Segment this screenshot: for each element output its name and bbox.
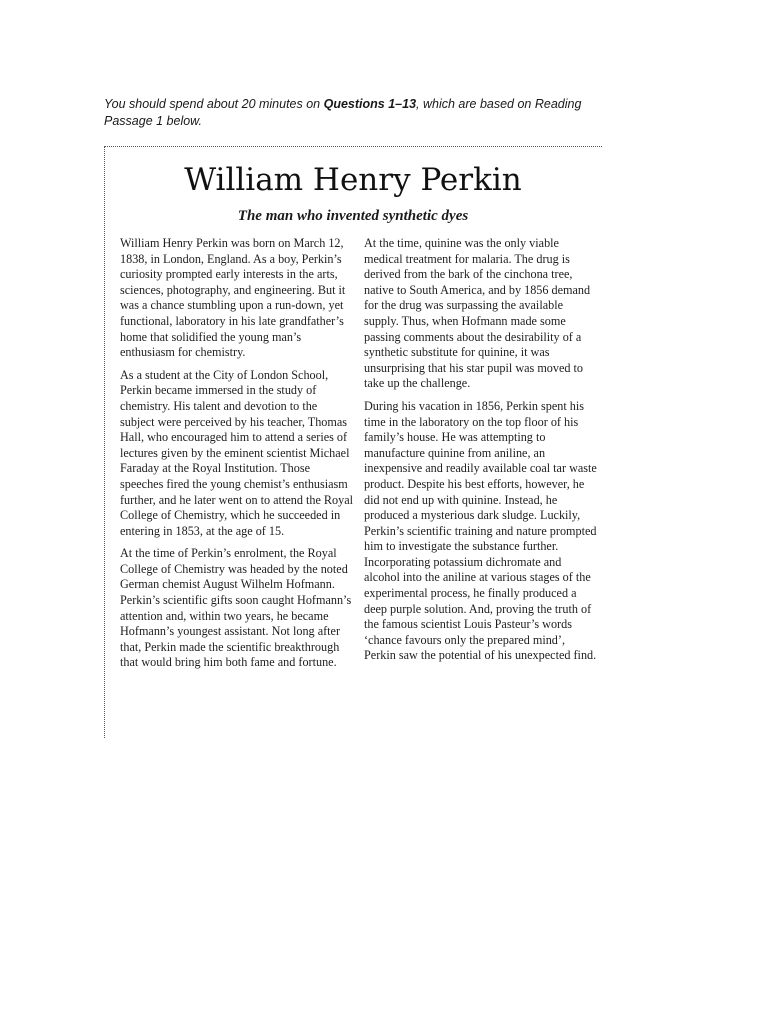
article-subtitle: The man who invented synthetic dyes [237, 208, 469, 224]
article-title: William Henry Perkin [184, 162, 522, 198]
instruction-suffix: , which are based on Reading Passage 1 below. [104, 97, 582, 128]
dotted-border-top [104, 146, 602, 147]
exam-instruction [104, 96, 624, 130]
article-column-left [120, 236, 354, 678]
dotted-border-left [104, 146, 105, 738]
paragraph: At the time, quinine was the only viable medical treatment for malaria. The drug is derived from the bark of the cinchona tree, native to South America, and by 1856 demand for the drug was surpassing the available supply. Thus, when Hofmann made some passing comments about the desirability of a synthetic substitute for quinine, it was unsurprising that his star pupil was moved to take up the challenge. [364, 236, 591, 391]
instruction-prefix: You should spend about 20 minutes on [104, 97, 324, 111]
article-column-right [364, 236, 598, 671]
paragraph: At the time of Perkin’s enrolment, the Royal College of Chemistry was headed by the noted German chemist August Wilhelm Hofmann. Perkin’s scientific gifts soon caught Hofmann’s attention and, within two years, he became Hofmann’s youngest assistant. Not long after that, Perkin made the scientific breakthrough that would bring him both fame and fortune. [120, 546, 352, 670]
paragraph: As a student at the City of London School, Perkin became immersed in the study of chemistry. His talent and devotion to the subject were perceived by his teacher, Thomas Hall, who encouraged him to attend a series of lectures given by the eminent scientist Michael Faraday at the Royal Institution. Those speeches fired the young chemist’s enthusiasm further, and he later went on to attend the Royal College of Chemistry, which he succeeded in entering in 1853, at the age of 15. [120, 367, 354, 538]
paragraph: During his vacation in 1856, Perkin spent his time in the laboratory on the top floor of his family’s house. He was attempting to manufacture quinine from aniline, an inexpensive and readily available coal tar waste product. Despite his best efforts, however, he did not end up with quinine. Instead, he produced a mysterious dark sludge. Luckily, Perkin’s scientific training and nature prompted him to investigate the substance further. Incorporating potassium dichromate and alcohol into the aniline at various stages of the experimental process, he finally produced a deep purple solution. And, proving the truth of the famous scientist Louis Pasteur’s words ‘chance favours only the prepared mind’, Perkin saw the potential of his unexpected find. [364, 398, 597, 663]
paragraph: William Henry Perkin was born on March 12, 1838, in London, England. As a boy, Perkin’s curiosity prompted early interests in the arts, sciences, photography, and engineering. But it was a chance stumbling upon a run-down, yet functional, laboratory in his late grandfather’s home that solidified the young man’s enthusiasm for chemistry. [120, 236, 346, 360]
instruction-questions: Questions 1–13 [323, 97, 417, 111]
